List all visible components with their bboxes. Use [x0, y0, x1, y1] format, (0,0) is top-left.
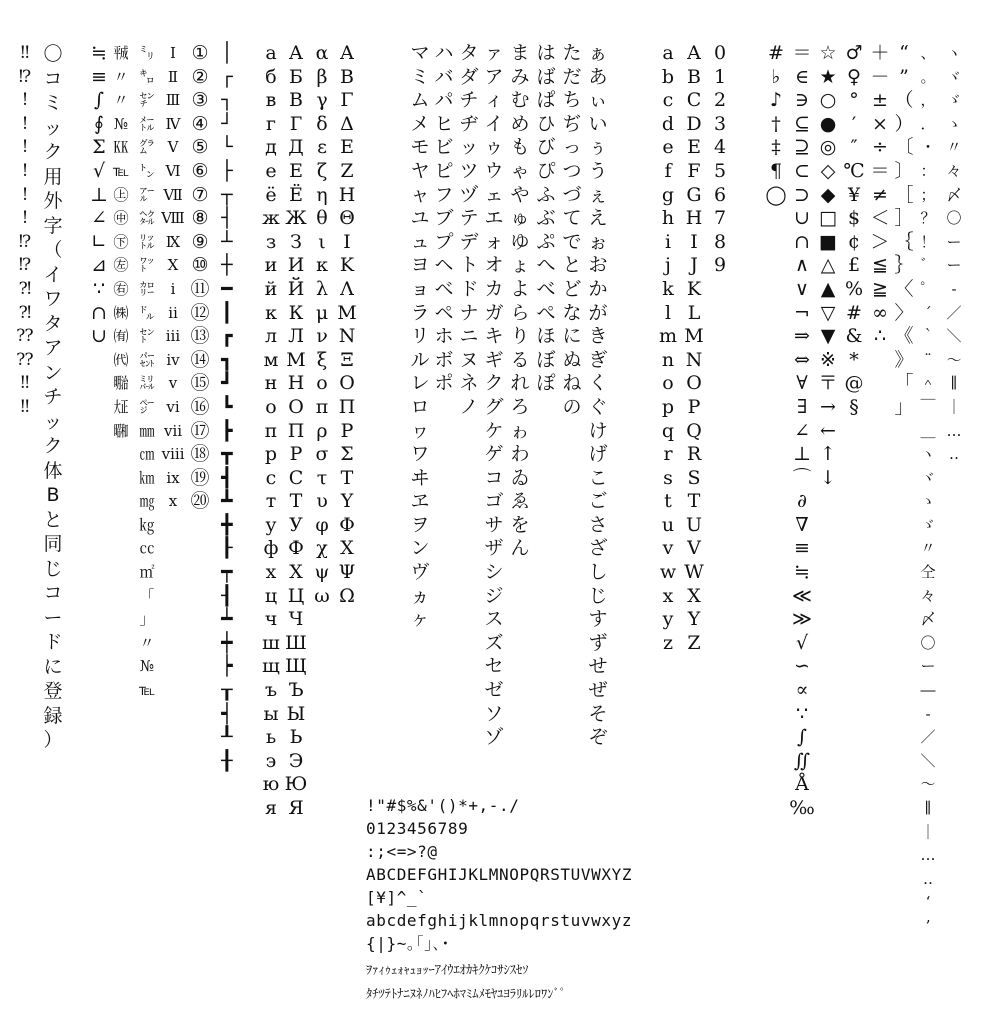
column-symbols-c: ☆ ★ ○ ● ◎ ◇ ◆ □ ■ △ ▲ ▽ ▼ ※ 〒 → ← ↑ ↓	[818, 42, 838, 489]
column-katakana-a-row: ァ ア ィ イ ゥ ウ ェ エ ォ オ カ ガ キ ギ ク グ ケ ゲ コ ゴ サ ザ シ ジ ス ズ セ ゼ ソ ゾ	[484, 42, 504, 749]
column-symbols-g: 、 。 ， ． ・ ： ； ？ ！ ゛ ゜ ´ ｀ ¨ ＾ ￣ ＿ ヽ ヾ ゝ ゞ 〃 仝 々 〆 〇 ー ― ‐ ／ ＼ ～ ∥ ｜ … ‥ ‘ ’	[920, 44, 936, 935]
column-symbols-d: ♂ ♀ ° ′ ″ ℃ ¥ $ ¢ £ % # & * @ §	[843, 42, 865, 418]
halfwidth-line-braces: {|}~｡｢｣､･	[366, 934, 450, 953]
halfwidth-line-punctuation: !"#$%&'()*+,-./	[366, 796, 520, 815]
column-symbols-e: ＋ － ± × ÷ ＝ ≠ ＜ ＞ ≦ ≧ ∞ ∴	[870, 42, 890, 348]
halfwidth-line-kana-ta: ﾀﾁﾂﾃﾄﾅﾆﾇﾈﾉﾊﾋﾌﾍﾎﾏﾐﾑﾒﾓﾔﾕﾖﾗﾘﾙﾚﾛﾜﾝﾞﾟ	[366, 986, 567, 1001]
column-hiragana-ma-row: ま み む め も ゃ や ゅ ゆ ょ よ ら り る れ ろ ゎ わ ゐ ゑ を ん	[510, 42, 530, 560]
halfwidth-line-uppercase: ABCDEFGHIJKLMNOPQRSTUVWXYZ	[366, 865, 633, 884]
halfwidth-line-brackets: [¥]^_`	[366, 888, 428, 907]
column-greek-uppercase: Α Β Γ Δ Ε Ζ Η Θ Ι Κ Λ Μ Ν Ξ Ο Π Ρ Σ Τ Υ Φ Χ Ψ Ω	[337, 42, 357, 607]
column-symbols-f: “ ” （ ） 〔 〕 ［ ］ ｛ ｝ 〈 〉 《 》 「 」	[894, 42, 914, 418]
halfwidth-line-kana-a: ｦｧｨｩｪｫｬｭｮｯｰｱｲｳｴｵｶｷｸｹｺｻｼｽｾｿ	[366, 962, 529, 977]
column-katakana-ta-row: タ ダ チ ヂ ッ ツ ヅ テ デ ト ド ナ ニ ヌ ネ ノ	[459, 42, 479, 418]
halfwidth-line-operators: :;<=>?@	[366, 842, 438, 861]
column-symbols-h: ヽ ヾ ゞ ゝ 〃 々 〆 〇 ー ー ‐ ／ ＼ ～ ∥ ｜ … ‥	[946, 44, 962, 464]
column-hiragana-ta-row: た だ ち ぢ っ つ づ て で と ど な に ぬ ね の	[562, 42, 582, 418]
column-greek-lowercase: α β γ δ ε ζ η θ ι κ λ μ ν ξ ο π ρ σ τ υ φ χ ψ ω	[314, 42, 330, 607]
column-hiragana-ha-row: は ば ぱ ひ び ぴ ふ ぶ ぷ へ べ ぺ ほ ぼ ぽ	[536, 42, 556, 395]
column-symbols-b: ＝ ∈ ∋ ⊆ ⊇ ⊂ ⊃ ∪ ∩ ∧ ∨ ¬ ⇒ ⇔ ∀ ∃ ∠ ⊥ ⌒ ∂ ∇ ≡ ≒ ≪ ≫ √ ∽ ∝ ∵ ∫ ∬ Å ‰	[789, 42, 815, 819]
column-abbreviations-a: ㍻ 〃 〃 № ㏍ ℡ ㊤ ㊥ ㊦ ㊧ ㊨ ㈱ ㈲ ㈹ ㍾ ㍽ ㍼	[112, 44, 130, 440]
column-symbols-a: # ♭ ♪ † ‡ ¶ ◯	[765, 42, 787, 206]
column-katakana-ha-row: ハ バ パ ヒ ビ ピ フ ブ プ ヘ ベ ペ ホ ボ ポ	[434, 42, 454, 395]
column-katakana-ma-row: マ ミ ム メ モ ヤ ャ ユ ュ ヨ ョ ラ リ ル レ ロ ヮ ワ ヰ ヱ ヲ ン ヴ ヵ ヶ	[410, 42, 430, 631]
column-latin-uppercase: A B C D E F G H I J K L M N O P Q R S T U V W X Y Z	[684, 42, 704, 654]
column-abbreviations-b: ㍉ ㌔ ㌢ ㍍ ㌘ ㌧ ㌃ ㌶ ㍑ ㍗ ㌍ ㌦ ㌣ ㌫ ㍊ ㌻ ㎜ ㎝ ㎞ ㎎ ㎏ ㏄ ㎡ 「 」 〃 № ℡	[138, 44, 156, 700]
column-roman-numerals: Ⅰ Ⅱ Ⅲ Ⅳ Ⅴ Ⅵ Ⅶ Ⅷ Ⅸ Ⅹ ⅰ ⅱ ⅲ ⅳ ⅴ ⅵ ⅶ ⅷ ⅸ ⅹ	[161, 44, 185, 511]
column-note-title: 〇 コ ミ ッ ク 用 外 字 （ イ ワ タ ア ン チ ッ ク 体 B と 同 じ コ ー ド に 登 録 ）	[43, 43, 63, 751]
column-latin-lowercase: a b c d e f g h i j k l m n o p q r s t u v w x y z	[658, 42, 678, 654]
halfwidth-line-digits: 0123456789	[366, 819, 469, 838]
column-exclamation-marks: ‼ ⁉ ! ! ! ! ! ! ⁉ ⁉ ⁈ ⁈ ⁇ ⁇ ‼ ‼	[16, 43, 34, 417]
halfwidth-line-lowercase: abcdefghijklmnopqrstuvwxyz	[366, 911, 633, 930]
column-digits: 0 1 2 3 4 5 6 7 8 9	[713, 42, 727, 277]
column-box-drawing: │ ┌ ┐ ┘ └ ├ ┬ ┤ ┴ ┼ ━ ┃ ┏ ┓ ┛ ┗ ┣ ┳ ┫ ┻ ╋ ┠ ┯ ┨ ┷ ┿ ┝ ┰ ┥ ┸ ╂	[221, 42, 233, 772]
column-circled-numbers: ① ② ③ ④ ⑤ ⑥ ⑦ ⑧ ⑨ ⑩ ⑪ ⑫ ⑬ ⑭ ⑮ ⑯ ⑰ ⑱ ⑲ ⑳	[190, 42, 210, 513]
column-cyrillic-uppercase: А Б В Г Д Е Ё Ж З И Й К Л М Н О П Р С Т У Ф Х Ц Ч Ш Щ Ъ Ы Ь Э Ю Я	[284, 42, 308, 819]
column-math-symbols: ≒ ≡ ∫ ∮ Σ √ ⊥ ∠ ∟ ⊿ ∵ ∩ ∪	[90, 42, 108, 348]
column-cyrillic-lowercase: а б в г д е ё ж з и й к л м н о п р с т у ф х ц ч ш щ ъ ы ь э ю я	[262, 42, 280, 819]
column-hiragana-a-row: ぁ あ ぃ い ぅ う ぇ え ぉ お か が き ぎ く ぐ け げ こ ご さ ざ し じ す ず せ ぜ そ ぞ	[588, 42, 608, 749]
